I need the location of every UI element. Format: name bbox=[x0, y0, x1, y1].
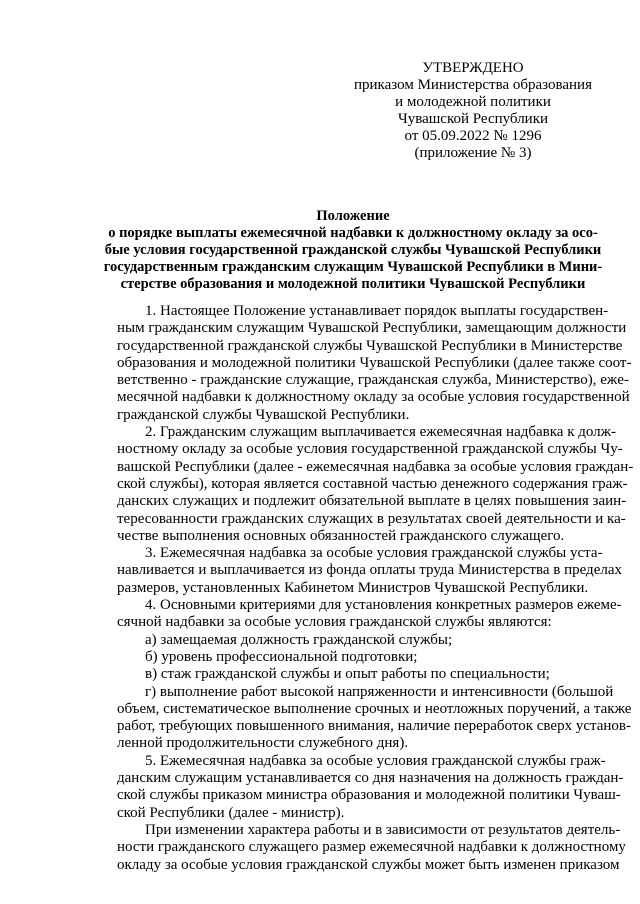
body-line: ности гражданского служащего размер ежемесячной надбавки к должностному bbox=[117, 839, 626, 856]
body-line: ностному окладу за особые условия государственной гражданской службы Чу- bbox=[117, 441, 623, 458]
approval-line: (приложение № 3) bbox=[414, 145, 532, 161]
title-line: Положение bbox=[316, 208, 390, 224]
body-line: навливается и выплачивается из фонда оплаты труда Министерства в пределах bbox=[117, 562, 622, 579]
list-item: б) уровень профессиональной подготовки; bbox=[145, 648, 418, 665]
body-line: 3. Ежемесячная надбавка за особые условия гражданской службы уста- bbox=[145, 545, 603, 562]
approval-line: и молодежной политики bbox=[395, 94, 551, 110]
body-line: 1. Настоящее Положение устанавливает порядок выплаты государствен- bbox=[145, 303, 609, 319]
approval-stamp bbox=[340, 60, 606, 162]
body-line: образования и молодежной политики Чувашской Республики (далее также соот- bbox=[117, 354, 632, 371]
body-line: месячной надбавки к должностному окладу за особые условия государственной bbox=[117, 389, 630, 406]
title-line: о порядке выплаты ежемесячной надбавки к должностному окладу за осо- bbox=[108, 225, 598, 241]
body-line: тересованности гражданских служащих в результатах своей деятельности и ка- bbox=[117, 510, 626, 527]
body-line: государственной гражданской службы Чувашской Республики в Министерстве bbox=[117, 337, 623, 354]
body-line: гражданской службы Чувашской Республики. bbox=[117, 406, 410, 423]
body-line: объем, систематическое выполнение срочных и неотложных поручений, а также bbox=[117, 700, 632, 717]
body-line: При изменении характера работы и в зависимости от результатов деятель- bbox=[145, 821, 621, 838]
body-line: размеров, установленных Кабинетом Министров Чувашской Республики. bbox=[117, 579, 589, 596]
body-line: ской службы приказом министра образования и молодежной политики Чуваш- bbox=[117, 787, 621, 804]
approval-line: УТВЕРЖДЕНО bbox=[422, 60, 524, 76]
list-item: г) выполнение работ высокой напряженности и интенсивности (большой bbox=[145, 683, 614, 700]
body-line: окладу за особые условия гражданской службы может быть изменен приказом bbox=[117, 856, 620, 873]
title-line: бые условия государственной гражданской службы Чувашской Республики bbox=[104, 242, 602, 258]
body-line: работ, требующих повышенного внимания, наличие переработок сверх установ- bbox=[117, 718, 631, 735]
body-line: сячной надбавки за особые условия гражданской службы являются: bbox=[117, 614, 552, 631]
body-line: 5. Ежемесячная надбавка за особые условия гражданской службы граж- bbox=[145, 752, 606, 769]
body-line: данским служащим устанавливается со дня назначения на должность граждан- bbox=[117, 770, 624, 787]
document-title bbox=[100, 208, 606, 293]
body-line: данских служащих и подлежит обязательной выплате в целях повышения заин- bbox=[117, 493, 627, 510]
approval-line: от 05.09.2022 № 1296 bbox=[404, 128, 542, 144]
body-line: 2. Гражданским служащим выплачивается ежемесячная надбавка к долж- bbox=[145, 424, 617, 441]
body-line: ветственно - гражданские служащие, гражданская служба, Министерство), ежe- bbox=[117, 372, 629, 389]
list-item: а) замещаемая должность гражданской службы; bbox=[145, 631, 453, 648]
body-line: ской Республики (далее - министр). bbox=[117, 804, 345, 821]
list-item: в) стаж гражданской службы и опыт работы по специальности; bbox=[145, 666, 550, 683]
body-line: ленной продолжительности служебного дня). bbox=[117, 735, 409, 752]
body-line: 4. Основными критериями для установления конкретных размеров ежеме- bbox=[145, 597, 622, 614]
document-body bbox=[117, 303, 634, 874]
title-line: государственным гражданским служащим Чувашской Республики в Мини- bbox=[103, 259, 603, 275]
body-line: вашской Республики (далее - ежемесячная надбавка за особые условия граждан- bbox=[117, 458, 634, 475]
title-line: стерстве образования и молодежной политики Чувашской Республики bbox=[120, 276, 586, 292]
approval-line: приказом Министерства образования bbox=[354, 77, 592, 93]
body-line: ным гражданским служащим Чувашской Республики, замещающим должности bbox=[117, 320, 627, 337]
body-line: ской службы), которая является составной частью денежного содержания граж- bbox=[117, 475, 628, 492]
body-line: честве выполнения основных обязанностей гражданского служащего. bbox=[117, 527, 565, 544]
approval-line: Чувашской Республики bbox=[397, 111, 549, 127]
